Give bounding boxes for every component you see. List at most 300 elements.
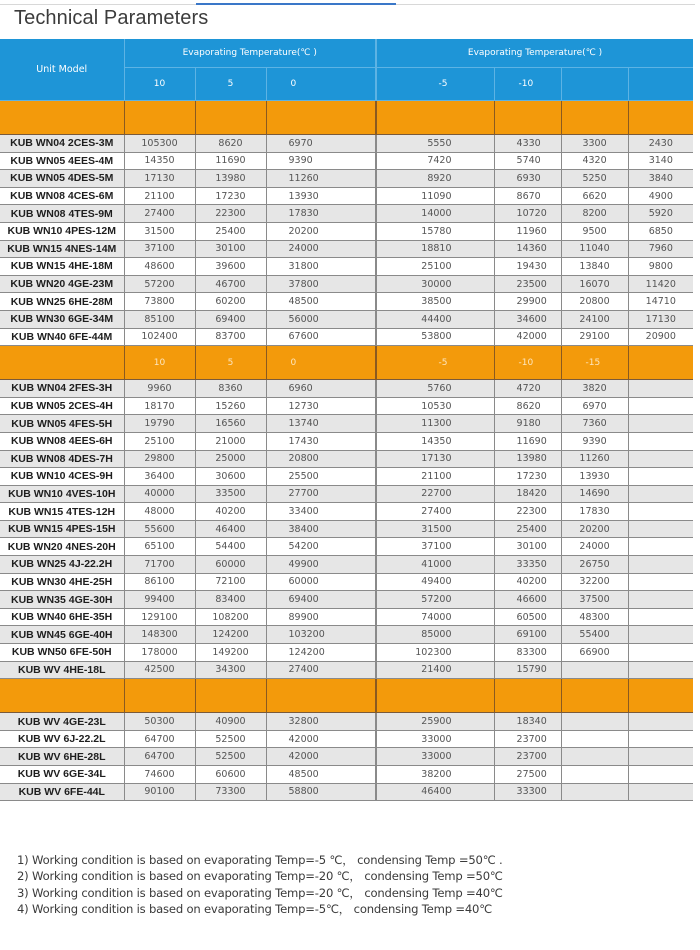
capacity-value-cell: 72100	[195, 573, 266, 591]
table-row	[0, 661, 693, 679]
band-cell	[628, 101, 693, 135]
footnote-1: 1) Working condition is based on evaporating Temp=-5 ℃， condensing Temp =50℃ .	[17, 853, 503, 867]
capacity-value-cell: 38200	[376, 766, 494, 784]
capacity-value-cell: 14000	[376, 205, 494, 223]
unit-model-cell: KUB WV 4GE-23L	[0, 713, 124, 731]
capacity-value-cell: 25100	[376, 258, 494, 276]
unit-model-cell: KUB WN05 2CES-4H	[0, 397, 124, 415]
capacity-value-cell	[561, 661, 628, 679]
capacity-value-cell: 42000	[494, 328, 561, 346]
table-row	[0, 135, 693, 153]
unit-model-cell: KUB WN05 4EES-4M	[0, 152, 124, 170]
unit-model-cell: KUB WN10 4CES-9H	[0, 468, 124, 486]
capacity-value-cell: 11300	[376, 415, 494, 433]
unit-model-cell: KUB WN40 6FE-44M	[0, 328, 124, 346]
capacity-value-cell: 41000	[376, 556, 494, 574]
capacity-value-cell: 9390	[561, 432, 628, 450]
capacity-value-cell: 6930	[494, 170, 561, 188]
unit-model-cell: KUB WN04 2FES-3H	[0, 380, 124, 398]
capacity-value-cell: 55400	[561, 626, 628, 644]
table-row	[0, 275, 693, 293]
capacity-value-cell: 30100	[494, 538, 561, 556]
band-cell: 5	[195, 346, 266, 380]
band-cell	[0, 679, 124, 713]
capacity-value-cell: 24000	[561, 538, 628, 556]
capacity-value-cell: 8620	[195, 135, 266, 153]
capacity-value-cell: 46400	[376, 783, 494, 801]
capacity-value-cell	[628, 608, 693, 626]
table-row	[0, 415, 693, 433]
capacity-value-cell: 19790	[124, 415, 195, 433]
capacity-value-cell: 46600	[494, 591, 561, 609]
unit-model-cell: KUB WN15 4PES-15H	[0, 520, 124, 538]
capacity-value-cell: 8620	[494, 397, 561, 415]
temp-header-10: 10	[124, 68, 195, 101]
capacity-value-cell: 37800	[266, 275, 376, 293]
capacity-value-cell: 60000	[266, 573, 376, 591]
capacity-value-cell: 33350	[494, 556, 561, 574]
table-row	[0, 713, 693, 731]
capacity-value-cell	[561, 783, 628, 801]
capacity-value-cell: 69400	[266, 591, 376, 609]
capacity-value-cell: 73800	[124, 293, 195, 311]
capacity-value-cell: 3820	[561, 380, 628, 398]
capacity-value-cell: 105300	[124, 135, 195, 153]
capacity-value-cell: 60600	[195, 766, 266, 784]
unit-model-cell: KUB WN20 4NES-20H	[0, 538, 124, 556]
table-row	[0, 730, 693, 748]
capacity-value-cell: 22300	[195, 205, 266, 223]
capacity-value-cell: 42000	[266, 748, 376, 766]
capacity-value-cell: 13930	[266, 187, 376, 205]
capacity-value-cell: 31800	[266, 258, 376, 276]
capacity-value-cell: 13980	[494, 450, 561, 468]
unit-model-cell: KUB WN05 4FES-5H	[0, 415, 124, 433]
capacity-value-cell: 40900	[195, 713, 266, 731]
capacity-value-cell	[561, 730, 628, 748]
capacity-value-cell: 40000	[124, 485, 195, 503]
capacity-value-cell: 11690	[494, 432, 561, 450]
capacity-value-cell: 103200	[266, 626, 376, 644]
capacity-value-cell: 124200	[195, 626, 266, 644]
table-row	[0, 626, 693, 644]
capacity-value-cell	[628, 748, 693, 766]
capacity-value-cell: 49400	[376, 573, 494, 591]
table-row	[0, 591, 693, 609]
section-band	[0, 346, 693, 380]
capacity-value-cell: 17130	[376, 450, 494, 468]
capacity-value-cell: 29900	[494, 293, 561, 311]
capacity-value-cell: 52500	[195, 730, 266, 748]
capacity-value-cell: 11260	[561, 450, 628, 468]
capacity-value-cell: 6970	[561, 397, 628, 415]
band-cell: 0	[266, 346, 376, 380]
capacity-value-cell: 13840	[561, 258, 628, 276]
capacity-value-cell: 30600	[195, 468, 266, 486]
capacity-value-cell: 8670	[494, 187, 561, 205]
temp-header-minus5: -5	[376, 68, 494, 101]
capacity-value-cell: 60000	[195, 556, 266, 574]
band-cell	[266, 679, 376, 713]
capacity-value-cell: 18810	[376, 240, 494, 258]
table-row	[0, 450, 693, 468]
table-row	[0, 556, 693, 574]
capacity-value-cell	[628, 538, 693, 556]
capacity-value-cell: 25400	[195, 222, 266, 240]
capacity-value-cell: 11420	[628, 275, 693, 293]
capacity-value-cell: 86100	[124, 573, 195, 591]
capacity-value-cell: 5760	[376, 380, 494, 398]
unit-model-cell: KUB WN15 4HE-18M	[0, 258, 124, 276]
capacity-value-cell: 4330	[494, 135, 561, 153]
capacity-value-cell: 53800	[376, 328, 494, 346]
table-row	[0, 328, 693, 346]
temp-header-5: 5	[195, 68, 266, 101]
technical-parameters-table	[0, 39, 693, 801]
capacity-value-cell: 29100	[561, 328, 628, 346]
band-cell	[124, 101, 195, 135]
capacity-value-cell: 60200	[195, 293, 266, 311]
capacity-value-cell: 14690	[561, 485, 628, 503]
capacity-value-cell: 7360	[561, 415, 628, 433]
footnote-4: 4) Working condition is based on evaporating Temp=-5℃， condensing Temp =40℃	[17, 901, 493, 916]
capacity-value-cell: 148300	[124, 626, 195, 644]
capacity-value-cell: 17130	[628, 310, 693, 328]
capacity-value-cell: 21000	[195, 432, 266, 450]
unit-model-cell: KUB WN05 4DES-5M	[0, 170, 124, 188]
capacity-value-cell: 25900	[376, 713, 494, 731]
capacity-value-cell: 24100	[561, 310, 628, 328]
capacity-value-cell: 31500	[124, 222, 195, 240]
capacity-value-cell	[628, 468, 693, 486]
capacity-value-cell: 83300	[494, 644, 561, 662]
band-cell	[376, 101, 494, 135]
unit-model-header: Unit Model	[0, 39, 124, 101]
capacity-value-cell: 3300	[561, 135, 628, 153]
band-cell	[561, 101, 628, 135]
capacity-value-cell: 20800	[561, 293, 628, 311]
capacity-value-cell: 8920	[376, 170, 494, 188]
capacity-value-cell: 37500	[561, 591, 628, 609]
capacity-value-cell: 55600	[124, 520, 195, 538]
capacity-value-cell: 25400	[494, 520, 561, 538]
capacity-value-cell: 33000	[376, 748, 494, 766]
capacity-value-cell	[628, 573, 693, 591]
capacity-value-cell	[628, 380, 693, 398]
capacity-value-cell: 27500	[494, 766, 561, 784]
capacity-value-cell	[628, 415, 693, 433]
capacity-value-cell: 22700	[376, 485, 494, 503]
section-band	[0, 101, 693, 135]
unit-model-cell: KUB WN04 2CES-3M	[0, 135, 124, 153]
capacity-value-cell: 85000	[376, 626, 494, 644]
capacity-value-cell: 4900	[628, 187, 693, 205]
capacity-value-cell: 4320	[561, 152, 628, 170]
capacity-value-cell: 15790	[494, 661, 561, 679]
capacity-value-cell: 124200	[266, 644, 376, 662]
capacity-value-cell: 56000	[266, 310, 376, 328]
capacity-value-cell	[628, 713, 693, 731]
capacity-value-cell: 16560	[195, 415, 266, 433]
table-row	[0, 766, 693, 784]
capacity-value-cell: 30000	[376, 275, 494, 293]
table-row	[0, 258, 693, 276]
capacity-value-cell: 57200	[376, 591, 494, 609]
capacity-value-cell: 27400	[124, 205, 195, 223]
capacity-value-cell: 52500	[195, 748, 266, 766]
capacity-value-cell: 15260	[195, 397, 266, 415]
capacity-value-cell: 12730	[266, 397, 376, 415]
footnote-3: 3) Working condition is based on evaporating Temp=-20 ℃， condensing Temp =40℃	[17, 885, 503, 900]
capacity-value-cell: 13740	[266, 415, 376, 433]
capacity-value-cell: 34600	[494, 310, 561, 328]
table-row	[0, 187, 693, 205]
footnote-2: 2) Working condition is based on evaporating Temp=-20 ℃， condensing Temp =50℃	[17, 869, 503, 884]
capacity-value-cell: 64700	[124, 748, 195, 766]
capacity-value-cell	[561, 748, 628, 766]
capacity-value-cell: 18420	[494, 485, 561, 503]
capacity-value-cell: 69400	[195, 310, 266, 328]
capacity-value-cell: 3840	[628, 170, 693, 188]
capacity-value-cell	[628, 766, 693, 784]
unit-model-cell: KUB WN08 4EES-6H	[0, 432, 124, 450]
capacity-value-cell	[628, 644, 693, 662]
unit-model-cell: KUB WV 4HE-18L	[0, 661, 124, 679]
capacity-value-cell: 27400	[266, 661, 376, 679]
capacity-value-cell: 21400	[376, 661, 494, 679]
capacity-value-cell: 5920	[628, 205, 693, 223]
unit-model-cell: KUB WN50 6FE-50H	[0, 644, 124, 662]
capacity-value-cell: 58800	[266, 783, 376, 801]
band-cell	[376, 679, 494, 713]
table-row	[0, 310, 693, 328]
unit-model-cell: KUB WV 6HE-28L	[0, 748, 124, 766]
temp-header-0: 0	[266, 68, 376, 101]
capacity-value-cell: 9500	[561, 222, 628, 240]
band-cell	[124, 679, 195, 713]
capacity-value-cell: 26750	[561, 556, 628, 574]
unit-model-cell: KUB WN40 6HE-35H	[0, 608, 124, 626]
unit-model-cell: KUB WN08 4TES-9M	[0, 205, 124, 223]
capacity-value-cell: 14350	[124, 152, 195, 170]
capacity-value-cell: 21100	[376, 468, 494, 486]
capacity-value-cell: 38400	[266, 520, 376, 538]
unit-model-cell: KUB WN20 4GE-23M	[0, 275, 124, 293]
capacity-value-cell: 19430	[494, 258, 561, 276]
capacity-value-cell: 30100	[195, 240, 266, 258]
capacity-value-cell: 34300	[195, 661, 266, 679]
table-row	[0, 783, 693, 801]
table-row	[0, 152, 693, 170]
section-band	[0, 679, 693, 713]
capacity-value-cell: 48500	[266, 766, 376, 784]
capacity-value-cell: 102300	[376, 644, 494, 662]
capacity-value-cell: 9960	[124, 380, 195, 398]
capacity-value-cell: 39600	[195, 258, 266, 276]
band-cell: -5	[376, 346, 494, 380]
table-row	[0, 468, 693, 486]
capacity-value-cell: 48300	[561, 608, 628, 626]
capacity-value-cell: 27400	[376, 503, 494, 521]
capacity-value-cell: 11090	[376, 187, 494, 205]
capacity-value-cell: 25500	[266, 468, 376, 486]
band-cell: -15	[561, 346, 628, 380]
unit-model-cell: KUB WN08 4DES-7H	[0, 450, 124, 468]
capacity-value-cell: 149200	[195, 644, 266, 662]
table-row	[0, 485, 693, 503]
capacity-value-cell: 37100	[124, 240, 195, 258]
table-row	[0, 205, 693, 223]
capacity-value-cell	[628, 730, 693, 748]
band-cell	[0, 346, 124, 380]
table-row	[0, 538, 693, 556]
capacity-value-cell: 9180	[494, 415, 561, 433]
capacity-value-cell: 129100	[124, 608, 195, 626]
capacity-value-cell: 15780	[376, 222, 494, 240]
band-cell	[628, 679, 693, 713]
capacity-value-cell: 178000	[124, 644, 195, 662]
table-row	[0, 644, 693, 662]
capacity-value-cell: 50300	[124, 713, 195, 731]
band-cell	[561, 679, 628, 713]
capacity-value-cell: 69100	[494, 626, 561, 644]
band-cell	[628, 346, 693, 380]
capacity-value-cell: 11690	[195, 152, 266, 170]
capacity-value-cell: 16070	[561, 275, 628, 293]
capacity-value-cell: 67600	[266, 328, 376, 346]
capacity-value-cell: 40200	[195, 503, 266, 521]
unit-model-cell: KUB WN10 4PES-12M	[0, 222, 124, 240]
capacity-value-cell: 33500	[195, 485, 266, 503]
capacity-value-cell: 108200	[195, 608, 266, 626]
table-row	[0, 170, 693, 188]
capacity-value-cell: 85100	[124, 310, 195, 328]
capacity-value-cell: 3140	[628, 152, 693, 170]
capacity-value-cell	[628, 485, 693, 503]
capacity-value-cell: 17230	[195, 187, 266, 205]
capacity-value-cell: 20800	[266, 450, 376, 468]
capacity-value-cell: 17430	[266, 432, 376, 450]
capacity-value-cell: 11260	[266, 170, 376, 188]
table-row	[0, 573, 693, 591]
capacity-value-cell: 54200	[266, 538, 376, 556]
evaporating-temperature-header-left: Evaporating Temperature(℃ )	[124, 39, 376, 68]
table-row	[0, 240, 693, 258]
unit-model-cell: KUB WN15 4TES-12H	[0, 503, 124, 521]
capacity-value-cell: 64700	[124, 730, 195, 748]
band-cell	[195, 679, 266, 713]
unit-model-cell: KUB WN45 6GE-40H	[0, 626, 124, 644]
capacity-value-cell: 20200	[266, 222, 376, 240]
capacity-value-cell: 73300	[195, 783, 266, 801]
unit-model-cell: KUB WV 6FE-44L	[0, 783, 124, 801]
band-cell	[494, 679, 561, 713]
capacity-value-cell	[628, 626, 693, 644]
capacity-value-cell	[628, 783, 693, 801]
temp-header-col7	[628, 68, 693, 101]
capacity-value-cell: 38500	[376, 293, 494, 311]
top-rule-accent	[196, 3, 396, 5]
capacity-value-cell: 90100	[124, 783, 195, 801]
capacity-value-cell: 83700	[195, 328, 266, 346]
table-body	[0, 101, 693, 801]
capacity-value-cell: 13980	[195, 170, 266, 188]
unit-model-cell: KUB WN25 6HE-28M	[0, 293, 124, 311]
band-cell: 10	[124, 346, 195, 380]
capacity-value-cell: 36400	[124, 468, 195, 486]
capacity-value-cell: 49900	[266, 556, 376, 574]
capacity-value-cell	[628, 432, 693, 450]
table-row	[0, 432, 693, 450]
capacity-value-cell	[561, 766, 628, 784]
capacity-value-cell: 5740	[494, 152, 561, 170]
capacity-value-cell: 14350	[376, 432, 494, 450]
capacity-value-cell: 21100	[124, 187, 195, 205]
capacity-value-cell	[628, 503, 693, 521]
capacity-value-cell: 23500	[494, 275, 561, 293]
unit-model-cell: KUB WN35 4GE-30H	[0, 591, 124, 609]
capacity-value-cell: 5250	[561, 170, 628, 188]
capacity-value-cell: 7420	[376, 152, 494, 170]
table-row	[0, 380, 693, 398]
unit-model-cell: KUB WN08 4CES-6M	[0, 187, 124, 205]
capacity-value-cell: 24000	[266, 240, 376, 258]
capacity-value-cell: 71700	[124, 556, 195, 574]
capacity-value-cell: 6620	[561, 187, 628, 205]
capacity-value-cell: 102400	[124, 328, 195, 346]
capacity-value-cell: 89900	[266, 608, 376, 626]
capacity-value-cell: 6850	[628, 222, 693, 240]
capacity-value-cell: 11040	[561, 240, 628, 258]
capacity-value-cell: 6970	[266, 135, 376, 153]
capacity-value-cell: 42000	[266, 730, 376, 748]
capacity-value-cell: 42500	[124, 661, 195, 679]
capacity-value-cell: 37100	[376, 538, 494, 556]
unit-model-cell: KUB WN30 6GE-34M	[0, 310, 124, 328]
table-row	[0, 748, 693, 766]
table-row	[0, 397, 693, 415]
capacity-value-cell: 57200	[124, 275, 195, 293]
capacity-value-cell: 29800	[124, 450, 195, 468]
band-cell: -10	[494, 346, 561, 380]
capacity-value-cell: 48000	[124, 503, 195, 521]
unit-model-cell: KUB WN10 4VES-10H	[0, 485, 124, 503]
unit-model-cell: KUB WN30 4HE-25H	[0, 573, 124, 591]
band-cell	[195, 101, 266, 135]
capacity-value-cell: 18170	[124, 397, 195, 415]
capacity-value-cell: 20900	[628, 328, 693, 346]
footnotes	[17, 852, 503, 917]
capacity-value-cell	[628, 520, 693, 538]
capacity-value-cell	[561, 713, 628, 731]
capacity-value-cell	[628, 450, 693, 468]
capacity-value-cell: 23700	[494, 730, 561, 748]
capacity-value-cell: 32800	[266, 713, 376, 731]
capacity-value-cell: 4720	[494, 380, 561, 398]
capacity-value-cell: 17830	[561, 503, 628, 521]
unit-model-cell: KUB WV 6GE-34L	[0, 766, 124, 784]
table-row	[0, 608, 693, 626]
capacity-value-cell: 66900	[561, 644, 628, 662]
capacity-value-cell: 6960	[266, 380, 376, 398]
capacity-value-cell: 9800	[628, 258, 693, 276]
table-row	[0, 222, 693, 240]
capacity-value-cell: 74600	[124, 766, 195, 784]
capacity-value-cell: 2430	[628, 135, 693, 153]
unit-model-cell: KUB WN25 4J-22.2H	[0, 556, 124, 574]
capacity-value-cell: 27700	[266, 485, 376, 503]
capacity-value-cell: 17130	[124, 170, 195, 188]
